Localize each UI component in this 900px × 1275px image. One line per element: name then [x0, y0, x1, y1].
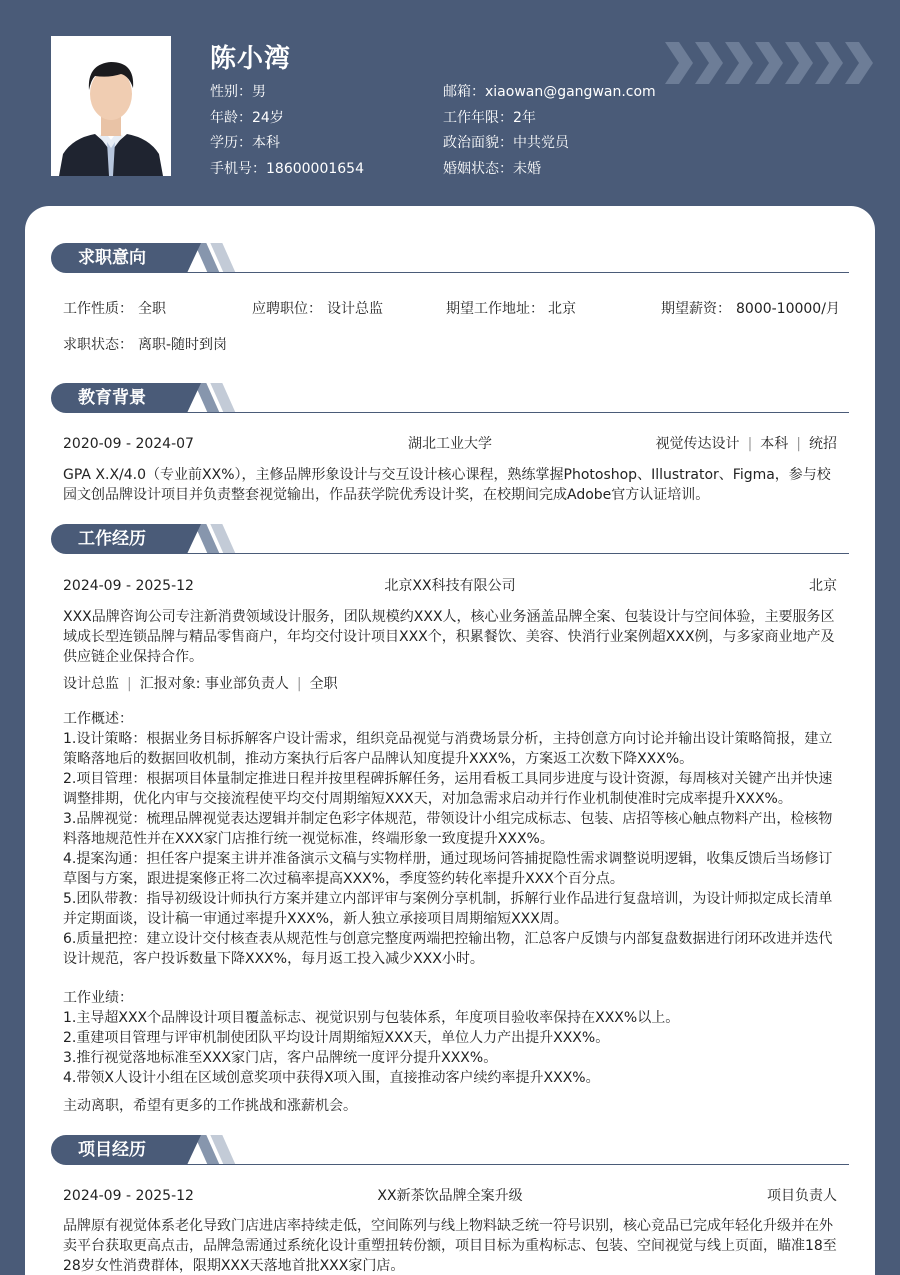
work-meta-line: [63, 674, 338, 694]
portrait-photo: [51, 36, 171, 176]
project-row: [63, 1186, 837, 1206]
project-description: [63, 1216, 837, 1275]
section-title: 求职意向: [51, 243, 187, 273]
header-divider: [181, 412, 849, 413]
separator: |: [127, 676, 132, 692]
text-line: 调整排期，优化内审与交接流程使平均交付周期缩短XXX天，对加急需求启动并行作业机制使准时完成率提升XXX%。: [63, 791, 792, 807]
achievements-title: 工作业绩：: [63, 990, 133, 1006]
major: 视觉传达设计: [655, 436, 740, 452]
job-position-label: 应聘职位：: [252, 301, 322, 317]
job-location: 北京: [548, 301, 576, 317]
phone: 手机号：18600001654: [210, 160, 364, 177]
section-title: 项目经历: [51, 1135, 187, 1165]
text-line: 2.重建项目管理与评审机制使团队平均设计周期缩短XXX天，单位人力产出提升XXX%。: [63, 1030, 610, 1046]
text-line: GPA X.X/4.0（专业前XX%），主修品牌形象设计与交互设计核心课程，熟练掌握Photoshop、Illustrator、Figma，参与校: [63, 467, 831, 483]
work-row: [63, 576, 837, 596]
section-header-project: [51, 1135, 849, 1167]
age: 年龄：24岁: [210, 109, 284, 126]
header-divider: [181, 1164, 849, 1165]
job-position: 设计总监: [327, 301, 383, 317]
resume-header: [0, 0, 900, 210]
resume-body: [25, 206, 875, 1275]
education-level: 学历：本科: [210, 135, 280, 151]
education-meta: [656, 434, 837, 454]
education-description: [63, 465, 837, 505]
text-line: 1.主导超XXX个品牌设计项目覆盖标志、视觉识别与包装体系，年度项目验收率保持在XXX%以上。: [63, 1010, 680, 1026]
job-status: 离职-随时到岗: [138, 337, 228, 353]
salary-label: 期望薪资：: [661, 301, 731, 317]
chevron-right-icon: [665, 42, 875, 84]
text-line: 4.提案沟通：担任客户提案主讲并准备演示文稿与实物样册，通过现场问答捕捉隐性需求调整说明逻辑，收集反馈后当场修订: [63, 851, 833, 867]
text-line: 卖平台获取更高点击，品牌急需通过系统化设计重塑扭转份额，项目目标为重构标志、包装、空间视觉与线上页面，瞄准18至: [63, 1238, 837, 1254]
text-line: 域成长型连锁品牌与精品零售商户，年均交付设计项目XXX个，积累餐饮、美容、快消行业案例超XXX例，与多家商业地产及: [63, 629, 835, 645]
text-line: 2.项目管理：根据项目体量制定推进日程并按里程碑拆解任务，运用看板工具同步进度与设计资源，每周核对关键产出并快速: [63, 771, 833, 787]
gender: 性别：男: [210, 84, 266, 100]
text-line: 并定期面谈，设计稿一审通过率提升XXX%，新人独立承接项目周期缩短XXX周。: [63, 911, 568, 927]
overview-title: 工作概述：: [63, 711, 133, 727]
section-header-work: [51, 524, 849, 556]
company-name: 北京XX科技有限公司: [384, 578, 516, 594]
text-line: 5.团队带教：指导初级设计师执行方案并建立内部评审与案例分享机制，拆解行业作品进行复盘培训，为设计师拟定成长清单: [63, 891, 833, 907]
work-meta: [63, 674, 837, 694]
marital-status: 婚姻状态：未婚: [443, 160, 541, 177]
political-status: 政治面貌：中共党员: [443, 135, 569, 151]
text-line: 供应链企业保持合作。: [63, 649, 203, 665]
job-type-label: 工作性质：: [63, 301, 133, 317]
candidate-name: 陈小湾: [210, 44, 292, 74]
text-line: 3.品牌视觉：梳理品牌视觉表达逻辑并制定色彩字体规范，带领设计小组完成标志、包装、店招等核心触点物料产出，检核物: [63, 811, 833, 827]
text-line: XXX品牌咨询公司专注新消费领域设计服务，团队规模约XXX人，核心业务涵盖品牌全案、包装设计与空间体验，主要服务区: [63, 609, 835, 625]
email: 邮箱：xiaowan@gangwan.com: [443, 84, 656, 100]
header-divider: [181, 553, 849, 554]
work-city: 北京: [809, 578, 837, 594]
basic-info-right: [443, 82, 656, 184]
text-line: 6.质量把控：建立设计交付核查表从规范性与创意完整度两端把控输出物，汇总客户反馈与内部复盘数据进行闭环改进并迭代: [63, 931, 833, 947]
text-line: 园文创品牌设计项目并负责整套视觉输出，作品获学院优秀设计奖，在校期间完成Adobe官方认证培训。: [63, 487, 710, 503]
text-line: 1.设计策略：根据业务目标拆解客户设计需求，组织竞品视觉与消费场景分析，主持创意方向讨论并输出设计策略简报，建立: [63, 731, 833, 747]
study-mode: 统招: [809, 436, 837, 452]
section-header-education: [51, 383, 849, 415]
project-role: 项目负责人: [767, 1188, 837, 1204]
text-line: 28岁女性消费群体，限期XXX天落地首批XXX家门店。: [63, 1258, 405, 1274]
project-date: 2024-09 - 2025-12: [63, 1188, 194, 1204]
job-status-label: 求职状态：: [63, 337, 133, 353]
school-name: 湖北工业大学: [408, 436, 492, 452]
job-location-label: 期望工作地址：: [446, 301, 544, 317]
leave-reason: 主动离职，希望有更多的工作挑战和涨薪机会。: [63, 1098, 357, 1114]
salary: 8000-10000/月: [736, 301, 840, 317]
report-to: 汇报对象: 事业部负责人: [139, 676, 289, 692]
text-line: 料落地规范性并在XXX家门店推行统一视觉标准，终端形象一致度提升XXX%。: [63, 831, 554, 847]
text-line: 草图与方案，跟进提案修正将二次过稿率提高XXX%，季度签约转化率提升XXX个百分点。: [63, 871, 624, 887]
text-line: 设计规范，客户投诉数量下降XXX%，每月返工投入减少XXX小时。: [63, 951, 484, 967]
job-type: 全职: [138, 301, 166, 317]
separator: |: [296, 676, 302, 692]
section-title: 教育背景: [51, 383, 187, 413]
text-line: 策略落地后的数据回收机制，推动方案执行后客户品牌认知度提升XXX%，方案返工次数下降XXX%。: [63, 751, 694, 767]
education-date: 2020-09 - 2024-07: [63, 436, 194, 452]
basic-info-left: [210, 82, 364, 184]
work-date: 2024-09 - 2025-12: [63, 578, 194, 594]
header-divider: [181, 272, 849, 273]
work-role: 设计总监: [63, 676, 119, 692]
company-intro: [63, 607, 837, 667]
work-achievements: [63, 988, 837, 1088]
section-title: 工作经历: [51, 524, 187, 554]
text-line: 品牌原有视觉体系老化导致门店进店率持续走低，空间陈列与线上物料缺乏统一符号识别，核心竞品已完成年轻化升级并在外: [63, 1218, 833, 1234]
work-overview: [63, 709, 837, 969]
separator: |: [747, 436, 753, 452]
work-years: 工作年限：2年: [443, 109, 536, 126]
degree: 本科: [760, 436, 789, 452]
text-line: 4.带领X人设计小组在区域创意奖项中获得X项入围，直接推动客户续约率提升XXX%。: [63, 1070, 600, 1086]
section-header-intent: [51, 243, 849, 275]
education-row: [63, 434, 837, 454]
employment-kind: 全职: [309, 676, 338, 692]
text-line: 3.推行视觉落地标准至XXX家门店，客户品牌统一度评分提升XXX%。: [63, 1050, 498, 1066]
project-name: XX新茶饮品牌全案升级: [377, 1188, 523, 1204]
separator: |: [796, 436, 801, 452]
